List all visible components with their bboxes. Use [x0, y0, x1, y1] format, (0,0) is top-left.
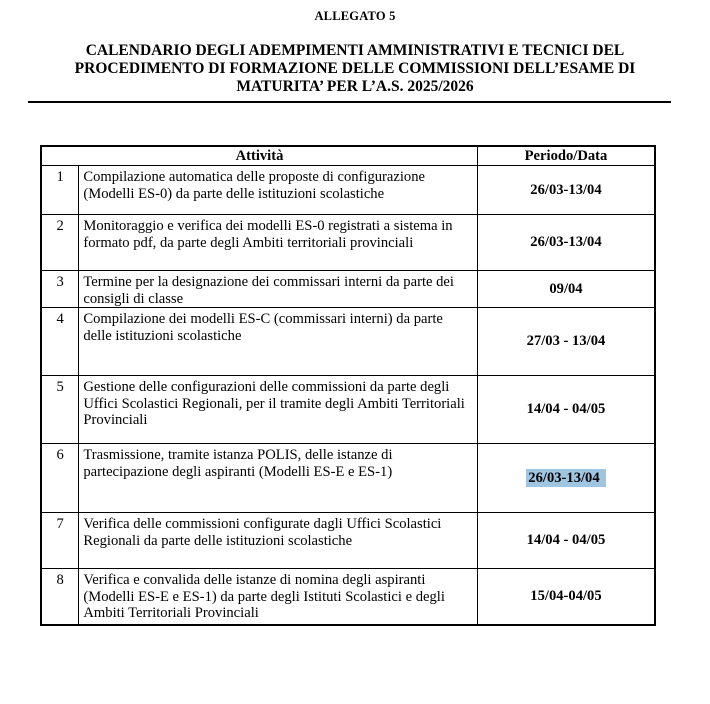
title-line: CALENDARIO DEGLI ADEMPIMENTI AMMINISTRATIVI E TECNICI DEL — [85, 42, 625, 59]
row-activity: Verifica e convalida delle istanze di nomina degli aspiranti (Modelli ES-E e ES-1) da parte degli Istituti Scolastici e degli Ambiti Territoriali Provinciali — [79, 569, 478, 625]
row-number: 2 — [41, 215, 79, 271]
title-divider — [28, 101, 671, 103]
title-line: PROCEDIMENTO DI FORMAZIONE DELLE COMMISSIONI DELL’ESAME DI — [74, 60, 636, 77]
table-row — [41, 215, 655, 271]
row-number: 1 — [41, 166, 79, 215]
row-period — [477, 444, 655, 513]
row-number: 4 — [41, 308, 79, 376]
row-period: 14/04 - 04/05 — [477, 513, 655, 569]
row-period: 15/04-04/05 — [477, 569, 655, 625]
row-number: 8 — [41, 569, 79, 625]
table-row — [41, 444, 655, 513]
row-activity: Monitoraggio e verifica dei modelli ES-0 registrati a sistema in formato pdf, da parte degli Ambiti territoriali provinciali — [79, 215, 478, 271]
column-header-period: Periodo/Data — [477, 146, 655, 166]
title-line: MATURITA’ PER L’A.S. 2025/2026 — [236, 78, 474, 95]
annex-label: ALLEGATO 5 — [314, 9, 396, 23]
table-row — [41, 166, 655, 215]
table-row — [41, 513, 655, 569]
row-number: 6 — [41, 444, 79, 513]
row-period: 26/03-13/04 — [477, 166, 655, 215]
table-row — [41, 376, 655, 444]
document-title — [20, 42, 690, 96]
row-activity: Termine per la designazione dei commissari interni da parte dei consigli di classe — [79, 271, 478, 308]
row-activity: Compilazione automatica delle proposte di configurazione (Modelli ES-0) da parte delle istituzioni scolastiche — [79, 166, 478, 215]
table-header-row — [41, 146, 655, 166]
row-activity: Verifica delle commissioni configurate dagli Uffici Scolastici Regionali da parte delle istituzioni scolastiche — [79, 513, 478, 569]
row-number: 5 — [41, 376, 79, 444]
row-number: 3 — [41, 271, 79, 308]
table-row — [41, 308, 655, 376]
row-number: 7 — [41, 513, 79, 569]
row-activity: Trasmissione, tramite istanza POLIS, delle istanze di partecipazione degli aspiranti (Modelli ES-E e ES-1) — [79, 444, 478, 513]
row-period: 27/03 - 13/04 — [477, 308, 655, 376]
row-period: 09/04 — [477, 271, 655, 308]
row-period: 14/04 - 04/05 — [477, 376, 655, 444]
row-period: 26/03-13/04 — [477, 215, 655, 271]
table-row — [41, 271, 655, 308]
row-activity: Compilazione dei modelli ES-C (commissari interni) da parte delle istituzioni scolastiche — [79, 308, 478, 376]
highlighted-period: 26/03-13/04 — [526, 469, 605, 487]
row-activity: Gestione delle configurazioni delle commissioni da parte degli Uffici Scolastici Regionali, per il tramite degli Ambiti Territoriali Provinciali — [79, 376, 478, 444]
schedule-table — [40, 145, 656, 626]
column-header-activity: Attività — [41, 146, 477, 166]
table-row — [41, 569, 655, 625]
